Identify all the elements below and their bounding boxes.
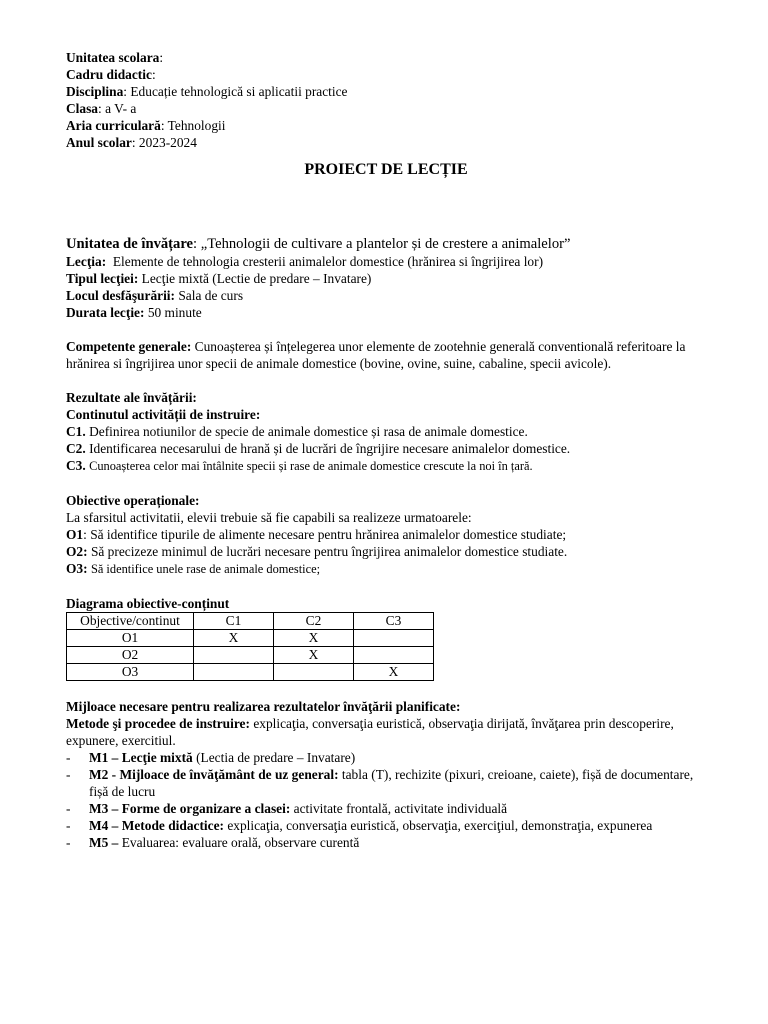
- list-item: - M3 – Forme de organizare a clasei: activitate frontală, activitate individuală: [66, 801, 508, 816]
- diagram-heading: Diagrama obiective-conținut: [66, 596, 230, 611]
- rezultate-item-c1: C1. Definirea notiunilor de specie de animale domestice și rasa de animale domestice.: [66, 424, 528, 439]
- header-unitatea: Unitatea scolara:: [66, 50, 164, 65]
- table-cell: O2: [67, 647, 194, 664]
- table-row: [67, 664, 434, 681]
- table-cell: [274, 664, 354, 681]
- rezultate-item-c3: C3. Cunoașterea celor mai întâlnite specii și rase de animale domestice crescute la noi în țară.: [66, 458, 533, 473]
- rezultate-item-c2: C2. Identificarea necesarului de hrană și de lucrări de îngrijire necesare animalelor domestice.: [66, 441, 571, 456]
- header-aria: Aria curriculară: Tehnologii: [66, 118, 226, 133]
- competente-generale: Competente generale: Cunoașterea și înțelegerea unor elemente de zootehnie generală conventională referitoare la hrănirea si îngrijirea unor specii de animale domestice (bovine, ovine, suine, cabaline, specii avicole).: [66, 339, 686, 371]
- obiective-item-o2: O2: Să precizeze minimul de lucrări necesare pentru îngrijirea animalelor domestice studiate.: [66, 544, 568, 559]
- rezultate-heading: Rezultate ale învățării:: [66, 390, 197, 405]
- mijloace-metode: Metode şi procedee de instruire: explicaţia, conversaţia euristică, observaţia dirijată, învăţarea prin descoperire, expunere, exercitiul.: [66, 716, 674, 748]
- list-item: - M4 – Metode didactice: explicaţia, conversaţia euristică, observaţia, exerciţiul, demonstraţia, expunerea: [66, 818, 653, 833]
- lesson-durata: Durata lecţie: 50 minute: [66, 305, 202, 320]
- table-header-row: [67, 613, 434, 630]
- table-header-cell: Objective/continut: [67, 613, 194, 630]
- table-header-cell: C2: [274, 613, 354, 630]
- table-cell: O1: [67, 630, 194, 647]
- header-anul: Anul scolar: 2023-2024: [66, 135, 197, 150]
- page-title: PROIECT DE LECȚIE: [304, 161, 468, 178]
- mijloace-list: [66, 749, 706, 851]
- objective-content-table: [66, 612, 434, 681]
- header-clasa: Clasa: a V- a: [66, 101, 137, 116]
- list-dash: -: [66, 750, 71, 765]
- table-row: [67, 647, 434, 664]
- obiective-item-o1: O1: Să identifice tipurile de alimente necesare pentru hrănirea animalelor domestice studiate;: [66, 527, 567, 542]
- lesson-locul: Locul desfăşurării: Sala de curs: [66, 288, 244, 303]
- document-content: [66, 49, 706, 851]
- table-cell: X: [194, 630, 274, 647]
- lesson-tipul: Tipul lecţiei: Lecţie mixtă (Lectie de predare – Invatare): [66, 271, 372, 286]
- mijloace-heading: Mijloace necesare pentru realizarea rezultatelor învăţării planificate:: [66, 699, 461, 714]
- table-cell: [354, 647, 434, 664]
- obiective-heading: Obiective operaționale:: [66, 493, 200, 508]
- rezultate-subheading: Continutul activității de instruire:: [66, 407, 261, 422]
- table-cell: [194, 664, 274, 681]
- list-dash: -: [66, 818, 71, 833]
- table-cell: [354, 630, 434, 647]
- list-dash: -: [66, 767, 71, 782]
- lesson-unitate: Unitatea de învățare: „Tehnologii de cultivare a plantelor și de crestere a animalelor”: [66, 236, 571, 252]
- table-cell: O3: [67, 664, 194, 681]
- table-cell: X: [274, 630, 354, 647]
- list-dash: -: [66, 835, 71, 850]
- table-header-cell: C1: [194, 613, 274, 630]
- obiective-item-o3: O3: Să identifice unele rase de animale domestice;: [66, 561, 321, 576]
- list-item: - M1 – Lecţie mixtă (Lectia de predare – Invatare): [66, 750, 356, 765]
- header-disciplina: Disciplina: Educație tehnologică si aplicatii practice: [66, 84, 348, 99]
- table-cell: X: [274, 647, 354, 664]
- table-row: [67, 630, 434, 647]
- header-cadru: Cadru didactic:: [66, 67, 156, 82]
- table-cell: X: [354, 664, 434, 681]
- lesson-lectia: Lecţia: Elemente de tehnologia cresterii animalelor domestice (hrănirea si îngrijirea lor): [66, 254, 544, 269]
- list-item: - M2 - Mijloace de învăţământ de uz general: tabla (T), rechizite (pixuri, creioane, caiete), fișă de documentare, fișă de lucru: [66, 767, 694, 799]
- table-header-cell: C3: [354, 613, 434, 630]
- list-dash: -: [66, 801, 71, 816]
- list-item: - M5 – Evaluarea: evaluare orală, observare curentă: [66, 835, 360, 850]
- obiective-intro: La sfarsitul activitatii, elevii trebuie să fie capabili sa realizeze urmatoarele:: [66, 510, 472, 525]
- table-cell: [194, 647, 274, 664]
